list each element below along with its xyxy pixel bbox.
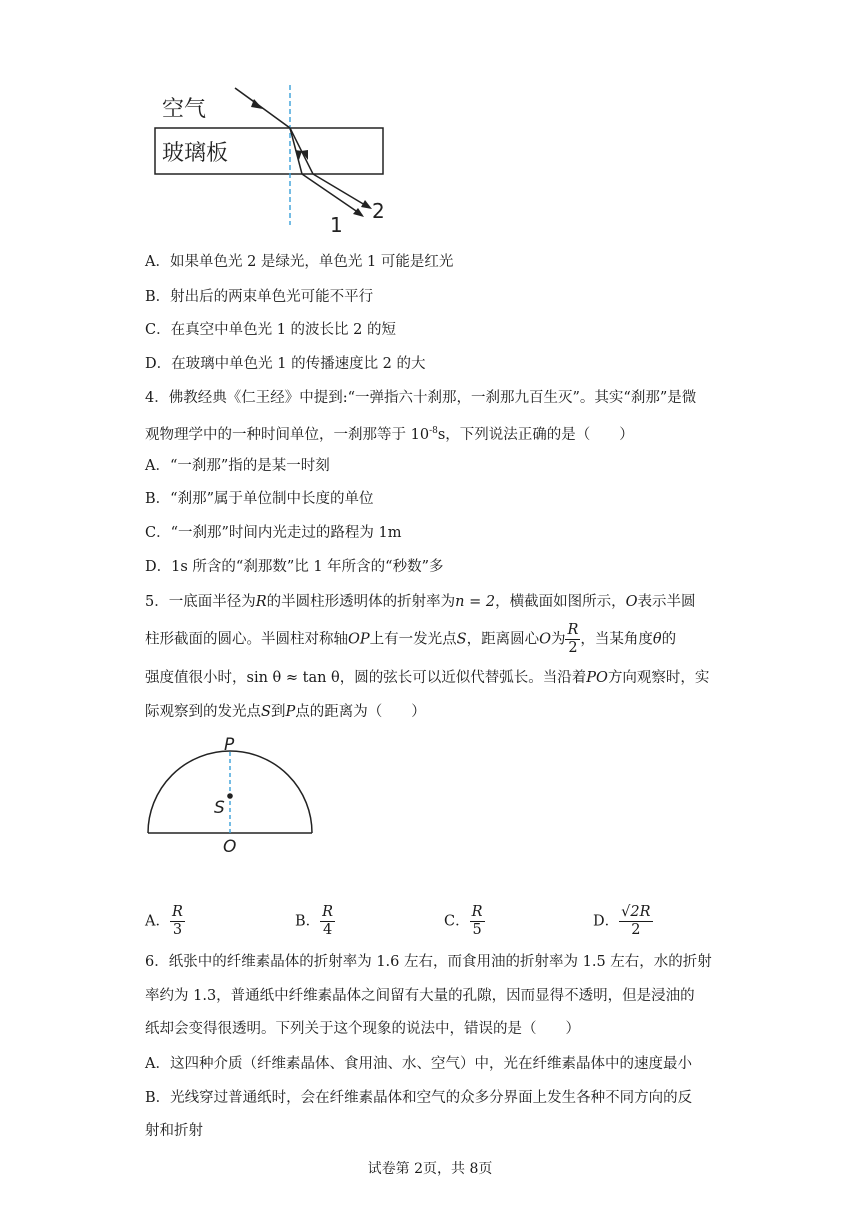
ray-label-1: 1	[330, 213, 343, 237]
q5-stem-line1	[145, 592, 695, 612]
q6-stem-line3: 纸却会变得很透明。下列关于这个现象的说法中，错误的是（ ）	[145, 1021, 580, 1037]
q5-option-a	[145, 904, 185, 939]
q4-option-d: D．1s 所含的“刹那数”比 1 年所含的“秒数”多	[145, 559, 444, 575]
q5-eq-n: n = 2	[455, 594, 496, 610]
q5-option-label: C．	[444, 913, 470, 930]
q4-option-b: B．“刹那”属于单位制中长度的单位	[145, 491, 374, 507]
q5-stem-line2	[145, 622, 676, 657]
q5-var-PO: PO	[586, 670, 608, 686]
q5-stem-line4	[145, 702, 426, 722]
q5-frac-num: R	[567, 622, 579, 638]
q5-var-O: O	[539, 631, 551, 648]
q5-text: 为	[550, 631, 566, 648]
point-s	[227, 793, 233, 799]
glass-plate-figure	[150, 80, 400, 240]
refracted-arrow-1	[295, 150, 302, 160]
incident-ray	[235, 88, 290, 128]
q3-option-b: B．射出后的两束单色光可能不平行	[145, 289, 374, 305]
q5-option-label: D．	[593, 913, 620, 930]
q5-option-fraction	[470, 904, 485, 939]
q5-var-OP: OP	[348, 631, 370, 648]
label-s: S	[214, 798, 225, 818]
q5-var-S: S	[261, 704, 271, 720]
q5-text: 的半圆柱形透明体的折射率为	[266, 594, 456, 610]
q4-stem-line1: 4．佛教经典《仁王经》中提到:“一弹指六十刹那，一刹那九百生灭”。其实“刹那”是微	[145, 390, 697, 406]
q5-frac-den: 2	[568, 640, 578, 656]
q5-stem-line3	[145, 668, 709, 688]
q5-var-R: R	[255, 594, 267, 610]
q5-var-theta: θ	[652, 631, 662, 648]
q5-option-num: √2R	[621, 904, 651, 920]
q5-text: 点的距离为（ ）	[295, 704, 426, 720]
q5-option-den: 4	[323, 922, 333, 938]
exit-arrow-2	[361, 200, 372, 209]
q5-option-fraction	[170, 904, 185, 939]
q5-text: 强度值很小时，	[145, 670, 247, 686]
q5-option-den: 2	[631, 922, 641, 938]
q5-option-b	[295, 904, 335, 939]
page-footer: 试卷第 2页，共 8页	[367, 1161, 493, 1177]
q6-stem-line1: 6．纸张中的纤维素晶体的折射率为 1.6 左右，而食用油的折射率为 1.5 左右，水的折射	[145, 954, 712, 970]
q5-option-fraction	[619, 904, 652, 939]
label-o: O	[223, 837, 237, 857]
q5-text: ，距离圆心	[466, 631, 540, 648]
q5-text: 5．一底面半径为	[145, 594, 256, 610]
q4-stem-part-a: 观物理学中的一种时间单位，一刹那等于 10	[145, 426, 430, 443]
q5-option-fraction	[320, 904, 335, 939]
semicircle-arc	[148, 751, 312, 833]
q5-text: 上有一发光点	[369, 631, 457, 648]
q4-option-a: A．“一刹那”指的是某一时刻	[145, 458, 330, 474]
q6-stem-line2: 率约为 1.3，普通纸中纤维素晶体之间留有大量的孔隙，因而显得不透明，但是浸油的	[145, 988, 695, 1004]
q3-option-d: D．在玻璃中单色光 1 的传播速度比 2 的大	[145, 356, 426, 372]
q4-option-c: C．“一刹那”时间内光走过的路程为 1m	[145, 525, 402, 541]
q6-option-a: A．这四种介质（纤维素晶体、食用油、水、空气）中，光在纤维素晶体中的速度最小	[145, 1056, 692, 1072]
q5-option-label: A．	[145, 913, 170, 930]
q5-var-P: P	[285, 704, 296, 720]
q5-text: ，当某角度	[580, 631, 653, 648]
q4-exponent: -8	[429, 426, 438, 436]
q5-text: 柱形截面的圆心。半圆柱对称轴	[145, 631, 348, 648]
q4-stem-line2	[145, 421, 634, 445]
q6-option-b-line2: 射和折射	[145, 1123, 203, 1139]
label-air: 空气	[162, 97, 207, 122]
q5-fraction	[565, 622, 580, 657]
q5-option-label: B．	[295, 913, 321, 930]
q5-option-den: 3	[172, 922, 183, 938]
label-glass: 玻璃板	[162, 141, 229, 166]
q5-option-c	[444, 904, 485, 939]
q5-text: 表示半圆	[637, 594, 696, 610]
q6-option-b-line1: B．光线穿过普通纸时，会在纤维素晶体和空气的众多分界面上发生各种不同方向的反	[145, 1090, 693, 1106]
exit-ray-2	[313, 174, 370, 208]
ray-label-2: 2	[372, 199, 385, 223]
label-p: P	[224, 735, 235, 755]
q5-text: 方向观察时，实	[607, 670, 710, 686]
q5-text: 的	[661, 631, 677, 648]
q3-option-a: A．如果单色光 2 是绿光，单色光 1 可能是红光	[145, 254, 454, 270]
q5-text: ，横截面如图所示，	[495, 594, 626, 610]
q5-option-num: R	[471, 904, 483, 920]
q5-text: ，圆的弦长可以近似代替弧长。当沿着	[339, 670, 587, 686]
q4-stem-part-c: s，下列说法正确的是（ ）	[437, 426, 634, 443]
q5-var-S: S	[456, 631, 467, 648]
q5-text: 到	[270, 704, 286, 720]
semicircle-figure	[140, 735, 320, 860]
q5-option-num: R	[322, 904, 334, 920]
q5-var-O: O	[625, 594, 638, 610]
q3-option-c: C．在真空中单色光 1 的波长比 2 的短	[145, 322, 396, 338]
q5-text: 际观察到的发光点	[145, 704, 261, 720]
q5-option-num: R	[171, 904, 183, 920]
exit-ray-1	[302, 174, 362, 215]
q5-option-d	[593, 904, 653, 939]
q5-eq-sin-tan: sin θ ≈ tan θ	[246, 670, 340, 686]
q5-option-den: 5	[472, 922, 482, 938]
